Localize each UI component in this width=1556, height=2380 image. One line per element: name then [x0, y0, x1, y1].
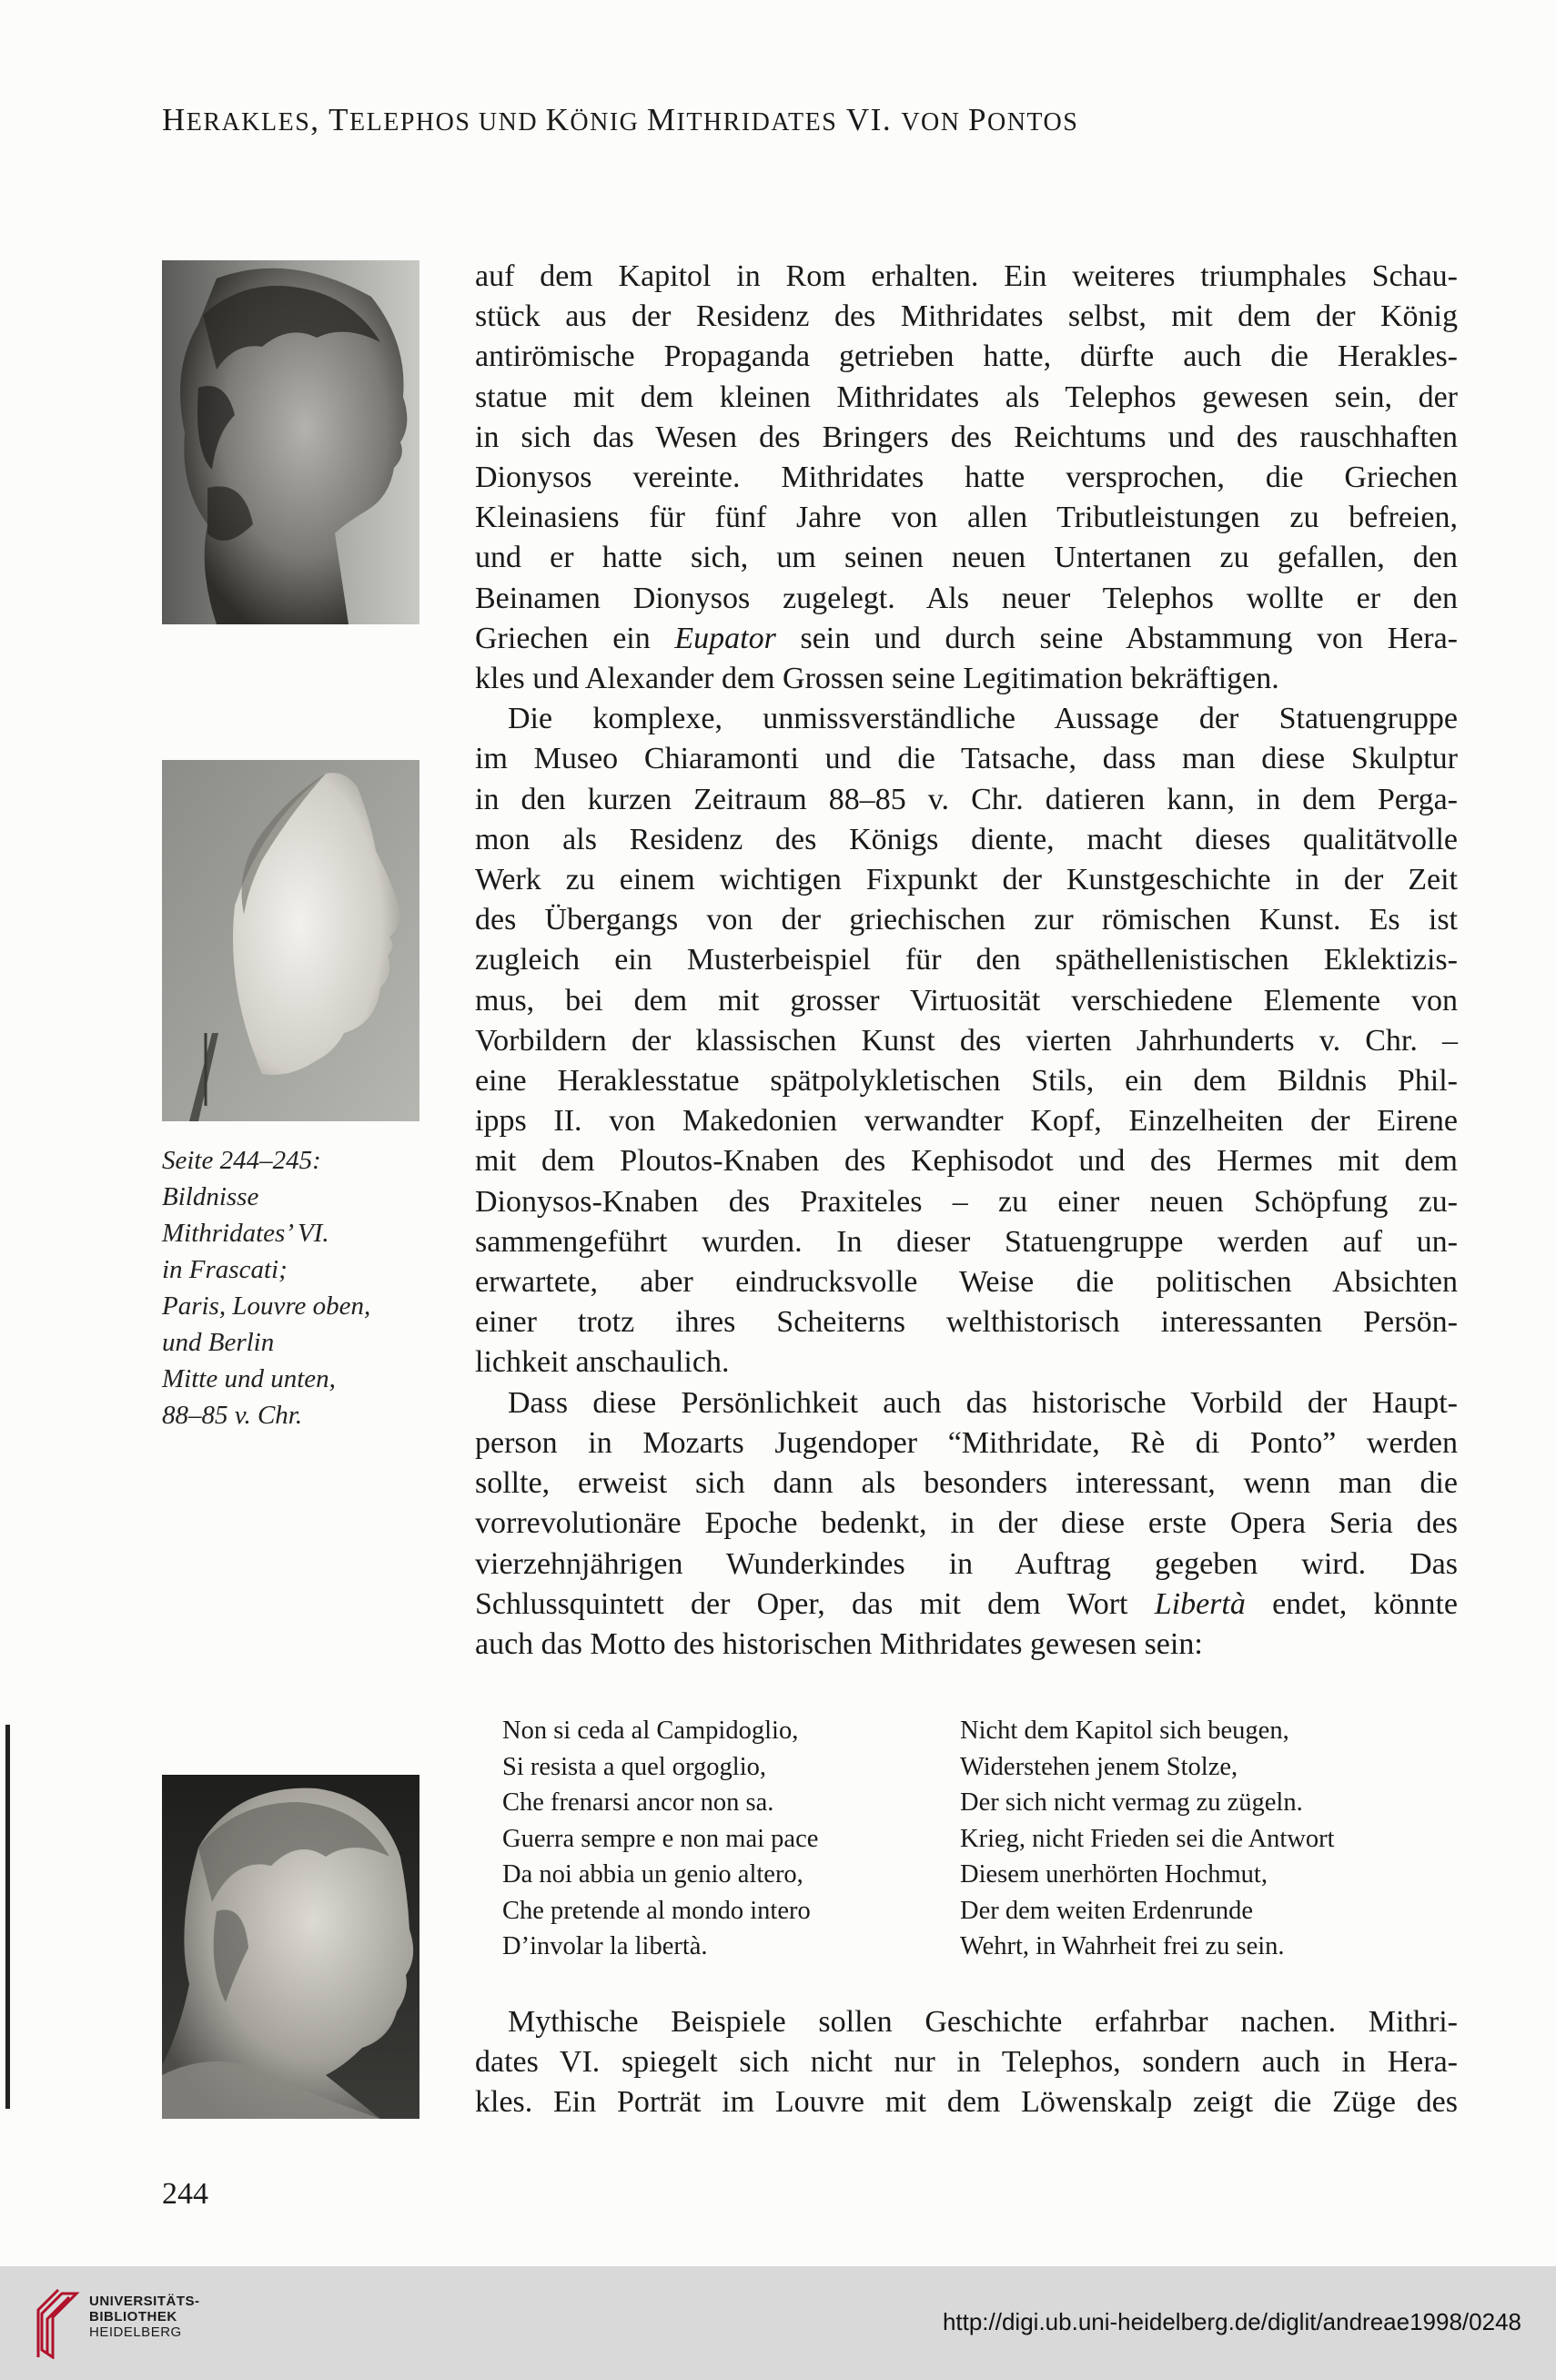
- portrait-photo-louvre: [162, 760, 419, 1121]
- text-line: kles. Ein Porträt im Louvre mit dem Löwenskalp zeigt die Züge des: [475, 2085, 1458, 2120]
- poem-line: Diesem unerhörten Hochmut,: [960, 1860, 1268, 1889]
- caption-line: Mithridates’ VI.: [162, 1219, 329, 1248]
- poem-line: Guerra sempre e non mai pace: [502, 1824, 819, 1853]
- poem-line: Si resista a quel orgoglio,: [502, 1752, 766, 1781]
- running-head-segment: , T: [310, 102, 350, 137]
- poem-line: Widerstehen jenem Stolze,: [960, 1752, 1238, 1781]
- text-line: in den kurzen Zeitraum 88–85 v. Chr. datieren kann, in dem Perga-: [475, 782, 1458, 816]
- text-line: eine Heraklesstatue spätpolykletischen Stils, ein dem Bildnis Phil-: [475, 1064, 1458, 1099]
- text-line: sammengeführt wurden. In dieser Statuengruppe werden auf un-: [475, 1224, 1458, 1259]
- poem-line: Wehrt, in Wahrheit frei zu sein.: [960, 1932, 1285, 1960]
- caption-line: Paris, Louvre oben,: [162, 1291, 371, 1321]
- body-text-continued: [475, 2002, 1458, 2123]
- body-paragraph: [475, 1383, 1458, 1665]
- poem-line: Der sich nicht vermag zu zügeln.: [960, 1788, 1303, 1817]
- library-name-line1: UNIVERSITÄTS-: [89, 2294, 200, 2309]
- text-line: stück aus der Residenz des Mithridates selbst, mit dem der König: [475, 299, 1458, 334]
- text-line: Die komplexe, unmissverständliche Aussage der Statuengruppe: [508, 702, 1458, 736]
- running-head-segment: M: [646, 102, 677, 137]
- body-paragraph: [475, 699, 1458, 1382]
- running-head: [162, 102, 1463, 138]
- running-head-segment: H: [162, 102, 187, 137]
- text-line: zugleich ein Musterbeispiel für den späthellenistischen Eklektizis-: [475, 943, 1458, 977]
- running-head-segment: ELEPHOS UND: [349, 108, 546, 137]
- text-line: antirömische Propaganda getrieben hatte, dürfte auch die Herakles-: [475, 339, 1458, 374]
- poem-line: Krieg, nicht Frieden sei die Antwort: [960, 1824, 1335, 1853]
- running-head-segment: ÖNIG: [570, 108, 647, 137]
- text-line: mus, bei dem mit grosser Virtuosität verschiedene Elemente von: [475, 983, 1458, 1018]
- text-line: und er hatte sich, um seinen neuen Untertanen zu gefallen, den: [475, 541, 1458, 575]
- text-line: ipps II. von Makedonien verwandter Kopf, Einzelheiten der Eirene: [475, 1104, 1458, 1139]
- text-line: sollte, erweist sich dann als besonders interessant, wenn man die: [475, 1466, 1458, 1501]
- portrait-photo-frascati: [162, 260, 419, 624]
- poem-line: Che pretende al mondo intero: [502, 1896, 811, 1925]
- text-line: Beinamen Dionysos zugelegt. Als neuer Telephos wollte er den: [475, 581, 1458, 615]
- text-line: vorrevolutionäre Epoche bedenkt, in der diese erste Opera Seria des: [475, 1506, 1458, 1541]
- poem-line: Che frenarsi ancor non sa.: [502, 1788, 774, 1817]
- library-name: [89, 2294, 200, 2340]
- text-line: erwartete, aber eindrucksvolle Weise die politischen Absichten: [475, 1265, 1458, 1300]
- caption-line: Bildnisse: [162, 1182, 259, 1211]
- library-logo-icon: [35, 2286, 82, 2359]
- text-line: Werk zu einem wichtigen Fixpunkt der Kunstgeschichte in der Zeit: [475, 863, 1458, 897]
- text-line: lichkeit anschaulich.: [475, 1345, 730, 1380]
- running-head-segment: VON: [901, 108, 968, 137]
- photo-caption: [162, 1142, 426, 1433]
- library-name-line2: BIBLIOTHEK: [89, 2309, 177, 2324]
- poem-italian: [502, 1713, 818, 1965]
- source-url-link[interactable]: http://digi.ub.uni-heidelberg.de/diglit/andreae1998/0248: [942, 2308, 1521, 2335]
- scan-edge-mark: [5, 1725, 10, 2109]
- library-name-line3: HEIDELBERG: [89, 2324, 182, 2340]
- text-line: auch das Motto des historischen Mithridates gewesen sein:: [475, 1626, 1203, 1661]
- poem-line: Da noi abbia un genio altero,: [502, 1860, 803, 1889]
- text-line: mit dem Ploutos-Knaben des Kephisodot und des Hermes mit dem: [475, 1144, 1458, 1179]
- text-line: Dionysos vereinte. Mithridates hatte versprochen, die Griechen: [475, 461, 1458, 495]
- poem-line: Non si ceda al Campidoglio,: [502, 1717, 799, 1745]
- portrait-photo-berlin: [162, 1775, 419, 2119]
- caption-line: in Frascati;: [162, 1255, 288, 1284]
- caption-line: Seite 244–245:: [162, 1146, 321, 1175]
- text-line: des Übergangs von der griechischen zur römischen Kunst. Es ist: [475, 903, 1458, 937]
- text-line: Kleinasiens für fünf Jahre von allen Tributleistungen zu befreien,: [475, 501, 1458, 535]
- running-head-segment: P: [968, 102, 987, 137]
- text-line: Dass diese Persönlichkeit auch das historische Vorbild der Haupt-: [508, 1385, 1458, 1420]
- poem-line: D’involar la libertà.: [502, 1932, 708, 1960]
- body-paragraph: [475, 257, 1458, 699]
- text-line: einer trotz ihres Scheiterns welthistorisch interessanten Persön-: [475, 1305, 1458, 1340]
- text-line: statue mit dem kleinen Mithridates als Telephos gewesen sein, der: [475, 380, 1458, 414]
- poem-line: Nicht dem Kapitol sich beugen,: [960, 1717, 1289, 1745]
- poem-german: [960, 1713, 1335, 1965]
- running-head-segment: ITHRIDATES: [676, 108, 838, 137]
- caption-line: und Berlin: [162, 1328, 275, 1357]
- text-line: auf dem Kapitol in Rom erhalten. Ein weiteres triumphales Schau-: [475, 259, 1458, 293]
- caption-line: Mitte und unten,: [162, 1364, 336, 1393]
- text-line: Mythische Beispiele sollen Geschichte erfahrbar nachen. Mithri-: [508, 2005, 1458, 2039]
- text-line: Vorbildern der klassischen Kunst des vierten Jahrhunderts v. Chr. –: [475, 1023, 1458, 1058]
- running-head-segment: K: [545, 102, 571, 137]
- text-line: in sich das Wesen des Bringers des Reichtums und des rauschhaften: [475, 420, 1458, 454]
- text-line: kles und Alexander dem Grossen seine Legitimation bekräftigen.: [475, 662, 1279, 696]
- text-line: mon als Residenz des Königs diente, macht dieses qualitätvolle: [475, 822, 1458, 856]
- running-head-segment: VI.: [837, 102, 902, 137]
- text-line: Dionysos-Knaben des Praxiteles – zu einer neuen Schöpfung zu-: [475, 1184, 1458, 1219]
- text-line: vierzehnjährigen Wunderkindes in Auftrag gegeben wird. Das: [475, 1546, 1458, 1581]
- text-line: Griechen ein Eupator sein und durch seine Abstammung von Hera-: [475, 621, 1458, 655]
- text-line: dates VI. spiegelt sich nicht nur in Telephos, sondern auch in Hera-: [475, 2045, 1458, 2080]
- poem-line: Der dem weiten Erdenrunde: [960, 1896, 1254, 1925]
- running-head-segment: ONTOS: [986, 108, 1079, 137]
- page-number: 244: [162, 2177, 208, 2211]
- running-head-segment: ERAKLES: [186, 108, 311, 137]
- text-line: im Museo Chiaramonti und die Tatsache, dass man diese Skulptur: [475, 742, 1458, 776]
- caption-line: 88–85 v. Chr.: [162, 1401, 303, 1430]
- text-line: Schlussquintett der Oper, das mit dem Wort Libertà endet, könnte: [475, 1586, 1458, 1621]
- body-text: [475, 257, 1458, 1665]
- text-line: person in Mozarts Jugendoper “Mithridate, Rè di Ponto” werden: [475, 1425, 1458, 1460]
- footer-bar: [0, 2266, 1556, 2380]
